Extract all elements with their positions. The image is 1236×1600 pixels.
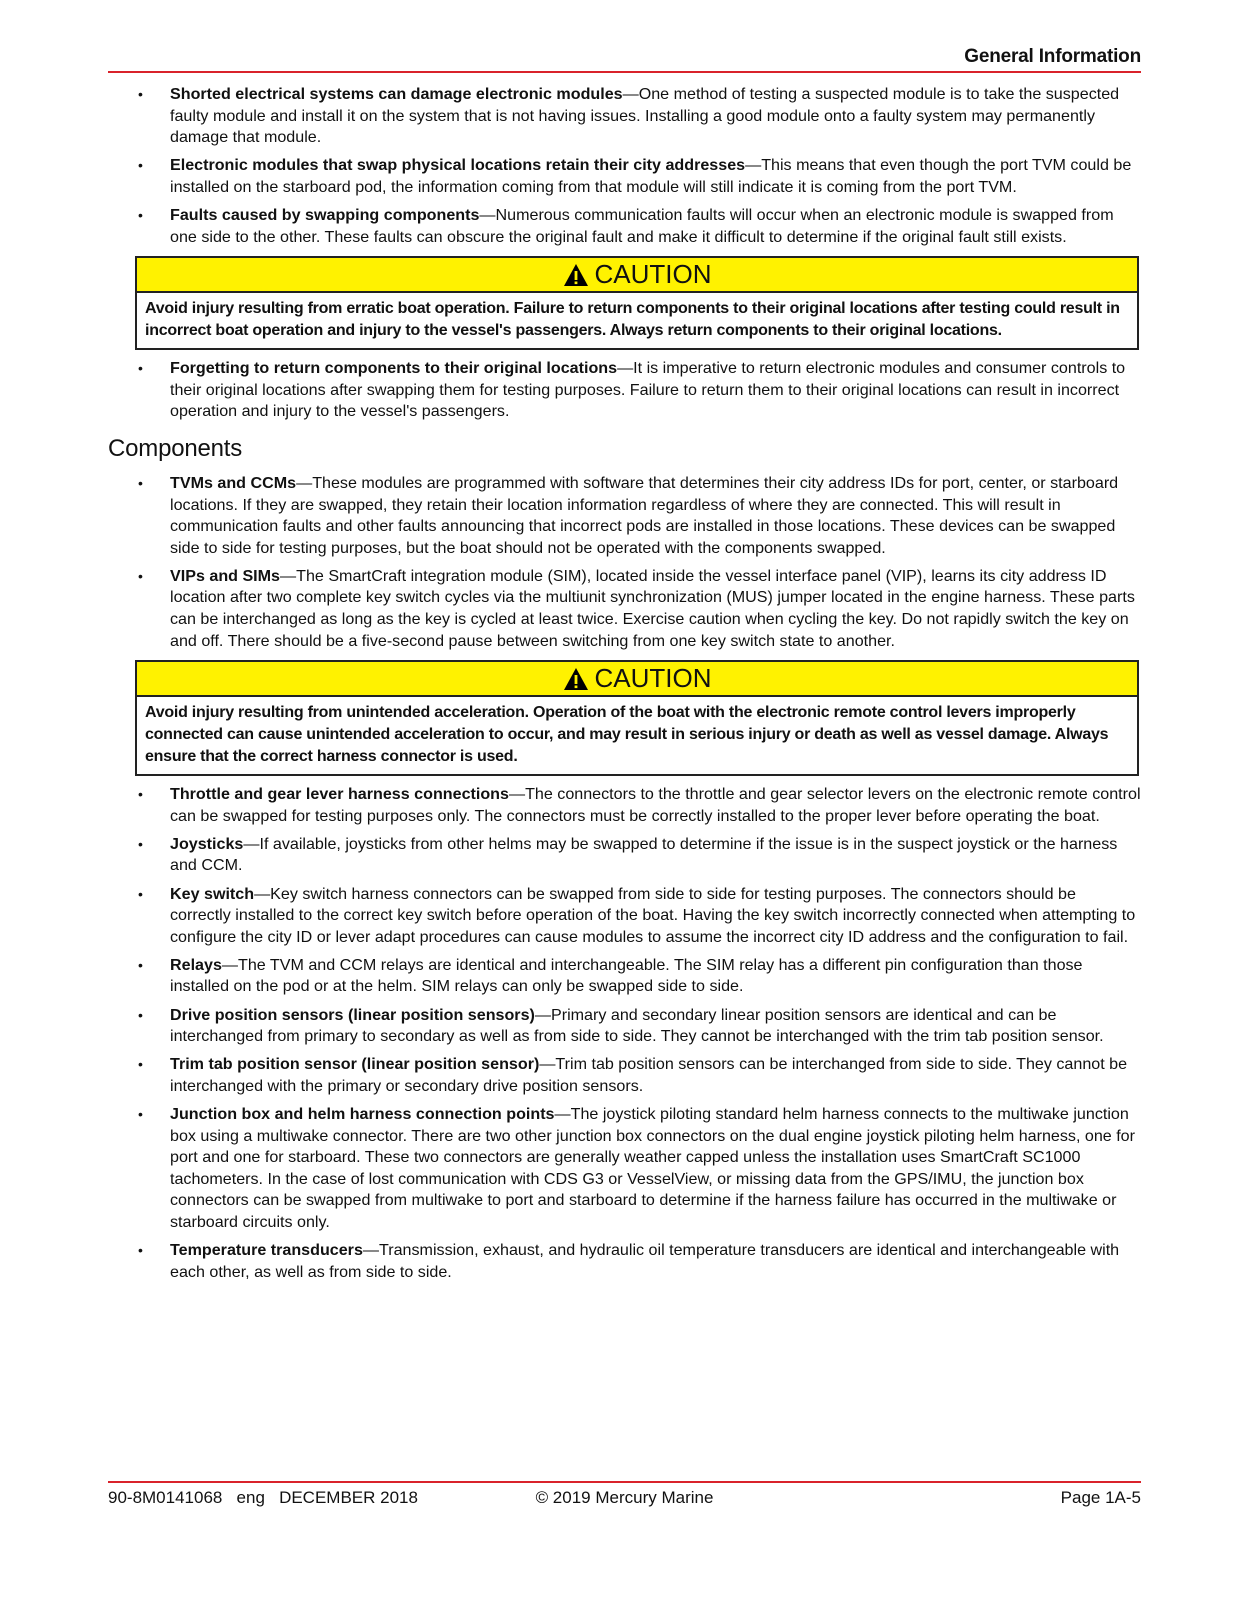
list-item-term: Relays — [170, 955, 222, 974]
caution-header — [137, 258, 1137, 293]
list-item — [108, 955, 1141, 998]
list-item-description: —The connectors to the throttle and gear selector levers on the electronic remote control can be swapped for testing purposes only. The connectors must be correctly installed to the proper lever before operating the boat. — [170, 785, 1141, 825]
bullet-icon: • — [138, 956, 143, 973]
page-footer — [108, 1488, 1141, 1512]
list-item-description: —Transmission, exhaust, and hydraulic oil temperature transducers are identical and interchangeable with each other, as well as from side to side. — [170, 1240, 1120, 1281]
list-item-description: —One method of testing a suspected module is to take the suspected faulty module and install it on the system that is not having issues. Installing a good module onto a faulty system may permanently damage that module. — [170, 85, 1120, 147]
caution-header — [137, 662, 1137, 697]
list-item — [108, 84, 1141, 149]
manual-page — [108, 0, 1141, 1600]
list-item — [108, 784, 1141, 827]
bullet-list-2 — [108, 358, 1141, 423]
list-item-term: VIPs and SIMs — [170, 566, 281, 585]
list-item-term: Faults caused by swapping components — [170, 205, 480, 224]
bullet-icon: • — [138, 157, 143, 174]
list-item — [108, 1104, 1141, 1234]
bullet-icon: • — [138, 1241, 143, 1258]
bullet-icon: • — [138, 885, 143, 902]
list-item-term: Key switch — [170, 884, 255, 903]
list-item — [108, 1054, 1141, 1097]
list-item — [108, 1240, 1141, 1283]
bullet-icon: • — [138, 1105, 143, 1122]
list-item-term: Temperature transducers — [170, 1240, 363, 1259]
list-item — [108, 566, 1141, 652]
bullet-icon: • — [138, 1006, 143, 1023]
bullet-icon: • — [138, 567, 143, 584]
caution-box-1 — [135, 256, 1139, 350]
list-item-description: —This means that even though the port TVM could be installed on the starboard pod, the information coming from that module will still indicate it is coming from the port TVM. — [170, 156, 1132, 196]
list-item — [108, 834, 1141, 877]
bullet-list-1 — [108, 84, 1141, 248]
footer-rule — [108, 1481, 1141, 1483]
list-item-term: Drive position sensors (linear position sensors) — [170, 1005, 535, 1024]
list-item — [108, 155, 1141, 198]
list-item-term: Throttle and gear lever harness connections — [170, 785, 509, 804]
list-item — [108, 1005, 1141, 1048]
caution-title: CAUTION — [594, 259, 712, 290]
list-item — [108, 358, 1141, 423]
section-heading-components: Components — [108, 434, 243, 462]
warning-triangle-icon — [563, 263, 589, 287]
list-item — [108, 884, 1141, 949]
list-item-term: Joysticks — [170, 834, 244, 853]
list-item-term: TVMs and CCMs — [170, 473, 297, 492]
list-item-description: —These modules are programmed with software that determines their city address IDs for port, center, or starboard locations. If they are swapped, they retain their location information regardless of where they are connected. This will result in communication faults and other faults announcing that incorrect pods are installed in those locations. These devices can be swapped side to side for testing purposes, but the boat should not be operated with the components swapped. — [170, 473, 1119, 557]
list-item-description: —The TVM and CCM relays are identical and interchangeable. The SIM relay has a different pin configuration than those installed on the pod or at the helm. SIM relays can only be swapped side to side. — [170, 955, 1083, 996]
list-item-term: Shorted electrical systems can damage electronic modules — [170, 85, 623, 103]
list-item-description: —Key switch harness connectors can be swapped from side to side for testing purposes. The connectors should be correctly installed to the correct key switch before operation of the boat. Having the key switch incorrectly connected when attempting to configure the city ID or lever adapt procedures can cause modules to assume the incorrect city ID address and the configuration to fail. — [170, 884, 1136, 946]
list-item-description: —If available, joysticks from other helms may be swapped to determine if the issue is in the suspect joystick or the harness and CCM. — [170, 834, 1118, 875]
list-item-description: —The SmartCraft integration module (SIM), located inside the vessel interface panel (VIP), learns its city address ID location after two complete key switch cycles via the multiunit synchronization (MUS) jumper located in the engine harness. These parts can be interchanged as long as the key is cycled at least twice. Exercise caution when cycling the key. Do not rapidly switch the key on and off. There should be a five-second pause between switching from one key switch state to another. — [170, 566, 1135, 650]
list-item — [108, 205, 1141, 248]
caution-box-2 — [135, 660, 1139, 776]
list-item-description: —Primary and secondary linear position sensors are identical and can be interchanged from primary to secondary as well as from side to side. They cannot be interchanged with the trim tab position sensor. — [170, 1005, 1104, 1046]
list-item-term: Forgetting to return components to their original locations — [170, 359, 618, 378]
list-item-description: —It is imperative to return electronic modules and consumer controls to their original locations after swapping them for testing purposes. Failure to return them to their original locations can result in incorrect operation and injury to the vessel's passengers. — [170, 359, 1126, 421]
bullet-icon: • — [138, 786, 143, 803]
list-item — [108, 473, 1141, 559]
list-item-term: Electronic modules that swap physical locations retain their city addresses — [170, 156, 746, 175]
bullet-icon: • — [138, 835, 143, 852]
page-header-title: General Information — [964, 46, 1141, 67]
list-item-description: —Numerous communication faults will occur when an electronic module is swapped from one side to the other. These faults can obscure the original fault and make it difficult to determine if the original fault still exists. — [170, 205, 1114, 246]
list-item-description: —The joystick piloting standard helm harness connects to the multiwake junction box using a multiwake connector. There are two other junction box connectors on the dual engine joystick piloting helm harness, one for port and one for starboard. These two connectors are generally weather capped unless the installation uses SmartCraft SC1000 tachometers. In the case of lost communication with CDS G3 or VesselView, or missing data from the GPS/IMU, the junction box connectors can be swapped from multiwake to port and starboard to determine if the harness failure has occurred in the multiwake or starboard circuits only. — [170, 1104, 1135, 1231]
bullet-list-3 — [108, 473, 1141, 652]
caution-text: Avoid injury resulting from erratic boat operation. Failure to return components to their original locations after testing could result in incorrect boat operation and injury to the vessel's passengers. Always return components to their original locations. — [145, 300, 1120, 340]
list-item-description: —Trim tab position sensors can be interchanged from side to side. They cannot be interchanged with the primary or secondary drive position sensors. — [170, 1055, 1128, 1095]
caution-text: Avoid injury resulting from unintended acceleration. Operation of the boat with the electronic remote control levers improperly connected can cause unintended acceleration to occur, and may result in serious injury or death as well as vessel damage. Always ensure that the correct harness connector is used. — [145, 704, 1109, 766]
list-item-term: Junction box and helm harness connection points — [170, 1104, 555, 1123]
bullet-icon: • — [138, 474, 143, 491]
caution-title: CAUTION — [594, 663, 712, 694]
bullet-icon: • — [138, 86, 143, 102]
bullet-icon: • — [138, 1056, 143, 1073]
bullet-icon: • — [138, 206, 143, 223]
footer-document-id: 90-8M0141068 eng DECEMBER 2018 — [108, 1488, 418, 1507]
footer-page-number: Page 1A-5 — [1060, 1488, 1141, 1507]
bullet-list-4 — [108, 784, 1141, 1283]
header-rule — [108, 71, 1141, 73]
bullet-icon: • — [138, 360, 143, 377]
warning-triangle-icon — [563, 667, 589, 691]
list-item-term: Trim tab position sensor (linear position sensor) — [170, 1055, 540, 1074]
footer-copyright: © 2019 Mercury Marine — [535, 1488, 714, 1507]
page-content — [108, 84, 1141, 1290]
